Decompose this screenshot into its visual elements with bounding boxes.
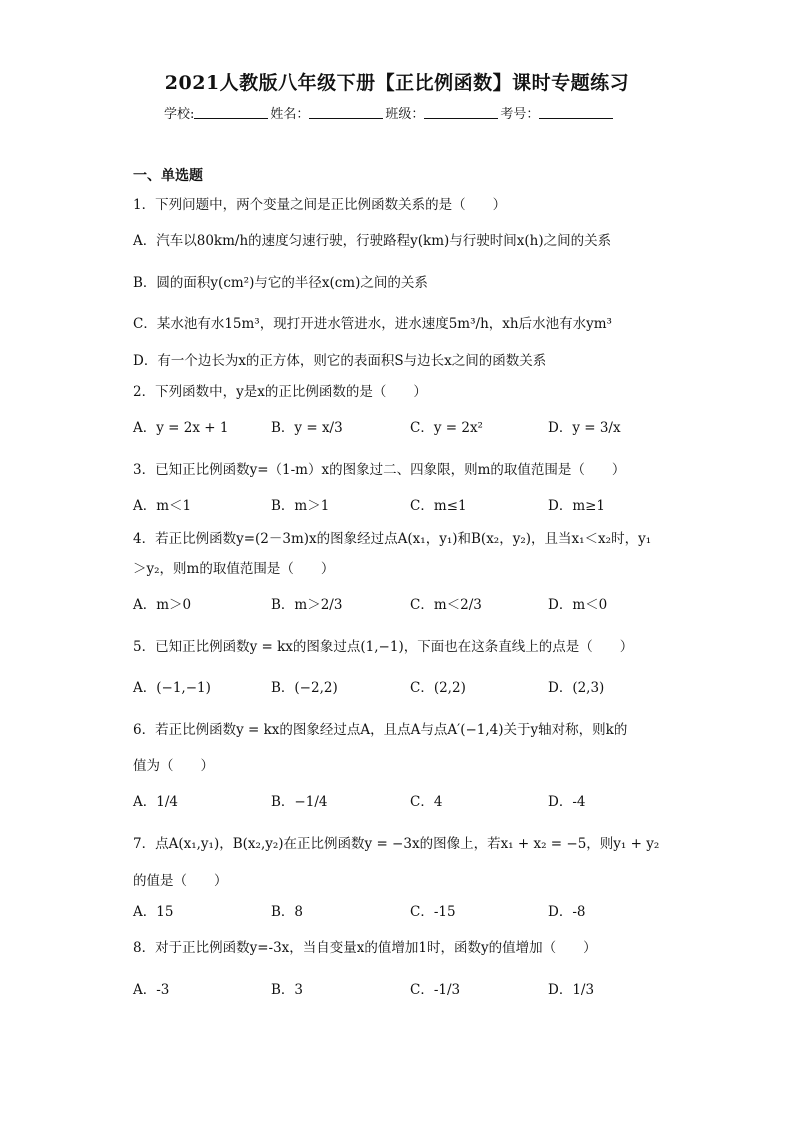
question-7-option-d: D．-8 xyxy=(548,904,586,920)
question-2-stem: 2．下列函数中，y是x的正比例函数的是（ ） xyxy=(133,384,427,400)
question-3-stem: 3．已知正比例函数y=（1-m）x的图象过二、四象限，则m的取值范围是（ ） xyxy=(133,462,626,478)
question-7-option-b: B．8 xyxy=(271,904,304,920)
question-1-option-b: B．圆的面积y(cm²)与它的半径x(cm)之间的关系 xyxy=(133,275,428,291)
name-blank xyxy=(309,106,383,119)
question-7-stem-line1: 7．点A(x₁,y₁)，B(x₂,y₂)在正比例函数y = −3x的图像上，若x₁ + x₂ = −5，则y₁ + y₂ xyxy=(133,836,660,852)
section-heading: 一、单选题 xyxy=(133,168,203,184)
question-4-stem-line1: 4．若正比例函数y=(2－3m)x的图象经过点A(x₁，y₁)和B(x₂，y₂)，且当x₁＜x₂时，y₁ xyxy=(133,531,652,547)
question-5-option-b: B．(−2,2) xyxy=(271,680,338,696)
question-3-option-a: A．m＜1 xyxy=(133,498,192,514)
question-7-option-c: C．-15 xyxy=(410,904,456,920)
question-8-stem: 8．对于正比例函数y=-3x，当自变量x的值增加1时，函数y的值增加（ ） xyxy=(133,940,597,956)
question-1-option-a: A．汽车以80km/h的速度匀速行驶，行驶路程y(km)与行驶时间x(h)之间的关系 xyxy=(133,233,612,249)
class-blank xyxy=(424,106,498,119)
question-5-option-d: D．(2,3) xyxy=(548,680,605,696)
question-1-option-c: C．某水池有水15m³，现打开进水管进水，进水速度5m³/h，xh后水池有水ym³ xyxy=(133,316,612,332)
question-2-option-c: C．y = 2x² xyxy=(410,420,483,436)
exam-blank xyxy=(539,106,613,119)
question-6-stem-line1: 6．若正比例函数y = kx的图象经过点A，且点A与点A′(−1,4)关于y轴对称，则k的 xyxy=(133,722,628,738)
question-8-option-a: A．-3 xyxy=(133,982,170,998)
question-7-stem-line2: 的值是（ ） xyxy=(133,873,228,889)
question-6-option-c: C．4 xyxy=(410,794,443,810)
question-4-stem-line2: ＞y₂，则m的取值范围是（ ） xyxy=(133,561,335,577)
question-5-option-c: C．(2,2) xyxy=(410,680,466,696)
question-7-option-a: A．15 xyxy=(133,904,174,920)
question-8-option-d: D．1/3 xyxy=(548,982,595,998)
question-6-option-d: D．-4 xyxy=(548,794,586,810)
school-label: 学校: xyxy=(164,107,195,122)
question-3-option-d: D．m≥1 xyxy=(548,498,606,514)
question-5-stem: 5．已知正比例函数y = kx的图象过点(1,−1)，下面也在这条直线上的点是（ ） xyxy=(133,639,634,655)
question-1-stem: 1．下列问题中，两个变量之间是正比例函数关系的是（ ） xyxy=(133,197,507,213)
question-4-option-b: B．m＞2/3 xyxy=(271,597,343,613)
class-label: 班级： xyxy=(385,107,425,122)
page-title: 2021人教版八年级下册【正比例函数】课时专题练习 xyxy=(164,72,630,94)
school-blank xyxy=(194,106,268,119)
question-1-option-d: D．有一个边长为x的正方体，则它的表面积S与边长x之间的函数关系 xyxy=(133,353,547,369)
question-3-option-b: B．m＞1 xyxy=(271,498,330,514)
question-6-stem-line2: 值为（ ） xyxy=(133,758,214,774)
question-2-option-a: A．y = 2x + 1 xyxy=(133,420,229,436)
exam-label: 考号： xyxy=(500,107,540,122)
question-4-option-c: C．m＜2/3 xyxy=(410,597,482,613)
question-2-option-d: D．y = 3/x xyxy=(548,420,621,436)
question-6-option-a: A．1/4 xyxy=(133,794,178,810)
question-4-option-a: A．m＞0 xyxy=(133,597,192,613)
question-2-option-b: B．y = x/3 xyxy=(271,420,343,436)
question-3-option-c: C．m≤1 xyxy=(410,498,467,514)
student-info-line xyxy=(164,103,615,122)
question-8-option-b: B．3 xyxy=(271,982,304,998)
question-6-option-b: B．−1/4 xyxy=(271,794,328,810)
question-5-option-a: A．(−1,−1) xyxy=(133,680,211,696)
question-8-option-c: C．-1/3 xyxy=(410,982,461,998)
name-label: 姓名： xyxy=(270,107,310,122)
question-4-option-d: D．m＜0 xyxy=(548,597,608,613)
